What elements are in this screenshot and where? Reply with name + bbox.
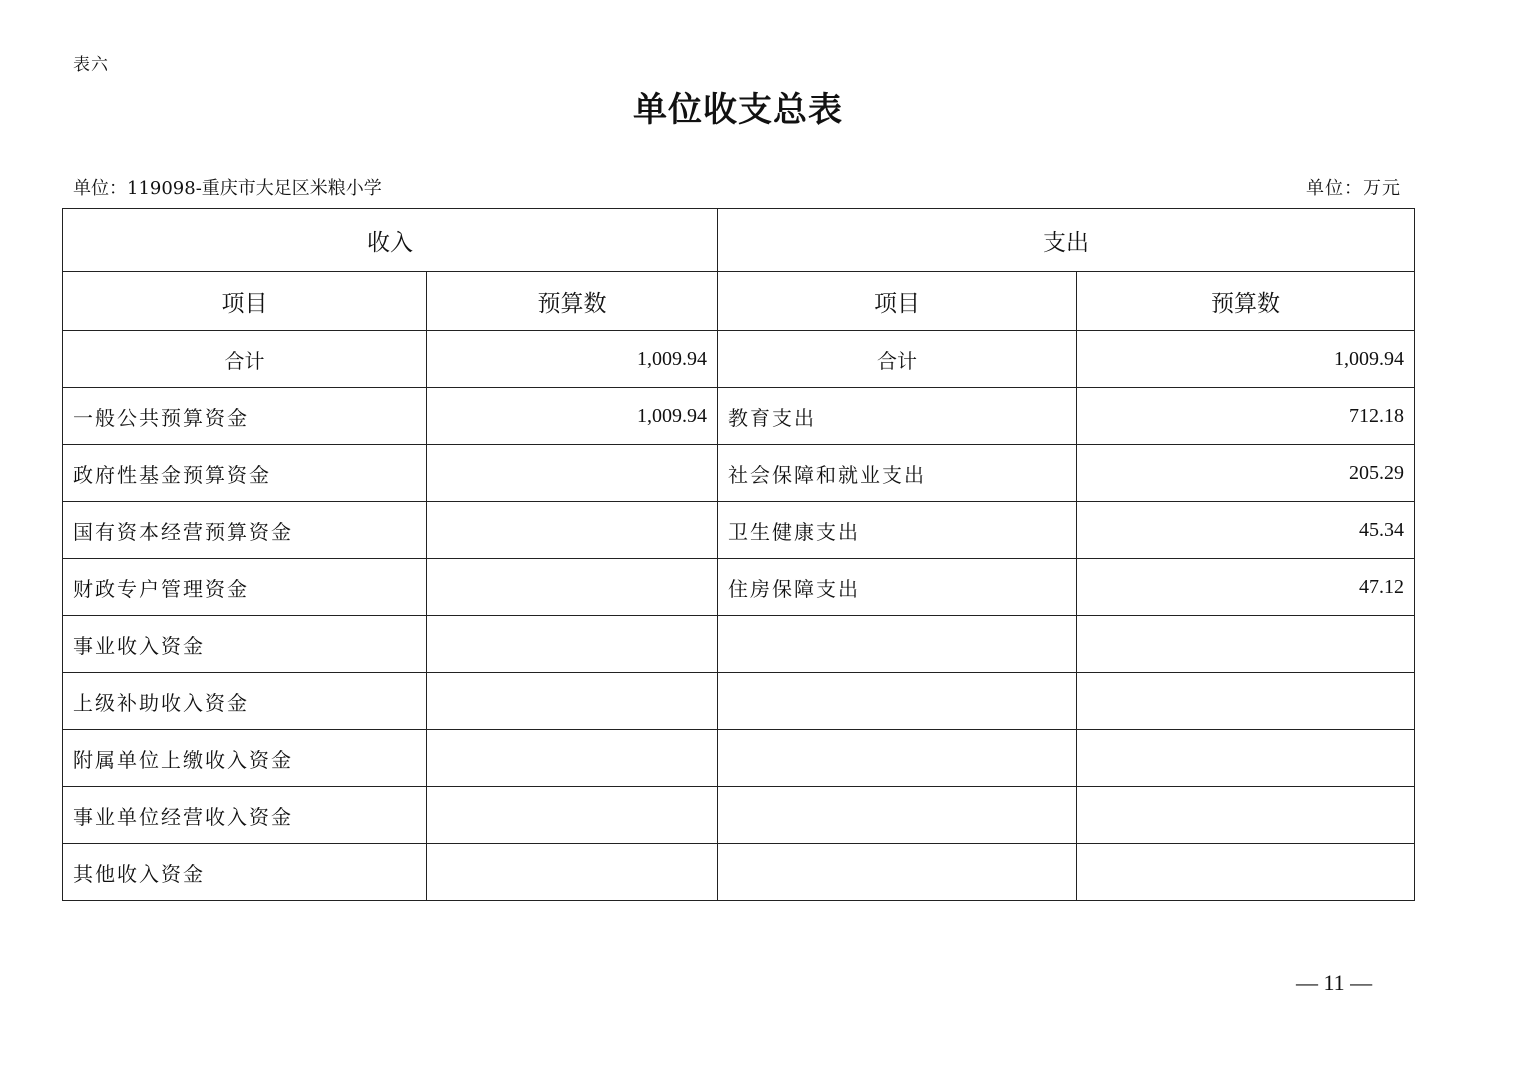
expense-value: 712.18 [1077, 388, 1415, 445]
table-label: 表六 [73, 55, 109, 75]
expense-value [1077, 616, 1415, 673]
expense-item [718, 616, 1077, 673]
income-item: 附属单位上缴收入资金 [63, 730, 427, 787]
income-value [427, 730, 718, 787]
income-item: 财政专户管理资金 [63, 559, 427, 616]
expense-value: 47.12 [1077, 559, 1415, 616]
expense-item [718, 787, 1077, 844]
table-row [63, 730, 1415, 787]
income-total-label: 合计 [63, 331, 427, 388]
income-value [427, 844, 718, 901]
table-row [63, 559, 1415, 616]
income-value [427, 787, 718, 844]
expense-value [1077, 844, 1415, 901]
expense-value [1077, 673, 1415, 730]
expense-value: 45.34 [1077, 502, 1415, 559]
total-row [63, 331, 1415, 388]
currency-unit-label: 单位：万元 [1306, 178, 1401, 199]
income-value [427, 502, 718, 559]
income-value [427, 673, 718, 730]
expense-item [718, 730, 1077, 787]
income-value: 1,009.94 [427, 388, 718, 445]
table-row [63, 844, 1415, 901]
table-row [63, 673, 1415, 730]
income-item: 政府性基金预算资金 [63, 445, 427, 502]
income-item: 其他收入资金 [63, 844, 427, 901]
expense-item: 住房保障支出 [718, 559, 1077, 616]
table-row [63, 388, 1415, 445]
page-title: 单位收支总表 [633, 90, 843, 130]
income-item: 事业单位经营收入资金 [63, 787, 427, 844]
expense-item [718, 673, 1077, 730]
page-number: — 11 — [1296, 970, 1373, 995]
expense-total-value: 1,009.94 [1077, 331, 1415, 388]
expense-item: 社会保障和就业支出 [718, 445, 1077, 502]
expense-total-label: 合计 [718, 331, 1077, 388]
table-row [63, 502, 1415, 559]
table-row [63, 616, 1415, 673]
income-item: 上级补助收入资金 [63, 673, 427, 730]
expense-value [1077, 787, 1415, 844]
income-value [427, 616, 718, 673]
expense-item [718, 844, 1077, 901]
income-item: 国有资本经营预算资金 [63, 502, 427, 559]
table-row [63, 445, 1415, 502]
income-expense-summary-table [62, 208, 1415, 901]
column-header-row [63, 272, 1415, 331]
expense-item: 卫生健康支出 [718, 502, 1077, 559]
expense-value: 205.29 [1077, 445, 1415, 502]
expense-item: 教育支出 [718, 388, 1077, 445]
expense-item-column-header: 项目 [718, 272, 1077, 331]
table-row [63, 787, 1415, 844]
expense-section-header: 支出 [718, 209, 1415, 272]
organization-unit-label: 单位：119098-重庆市大足区米粮小学 [73, 178, 382, 199]
income-total-value: 1,009.94 [427, 331, 718, 388]
income-section-header: 收入 [63, 209, 718, 272]
income-item: 一般公共预算资金 [63, 388, 427, 445]
income-item: 事业收入资金 [63, 616, 427, 673]
income-item-column-header: 项目 [63, 272, 427, 331]
income-value [427, 559, 718, 616]
income-value [427, 445, 718, 502]
expense-value [1077, 730, 1415, 787]
section-header-row [63, 209, 1415, 272]
income-budget-column-header: 预算数 [427, 272, 718, 331]
expense-budget-column-header: 预算数 [1077, 272, 1415, 331]
